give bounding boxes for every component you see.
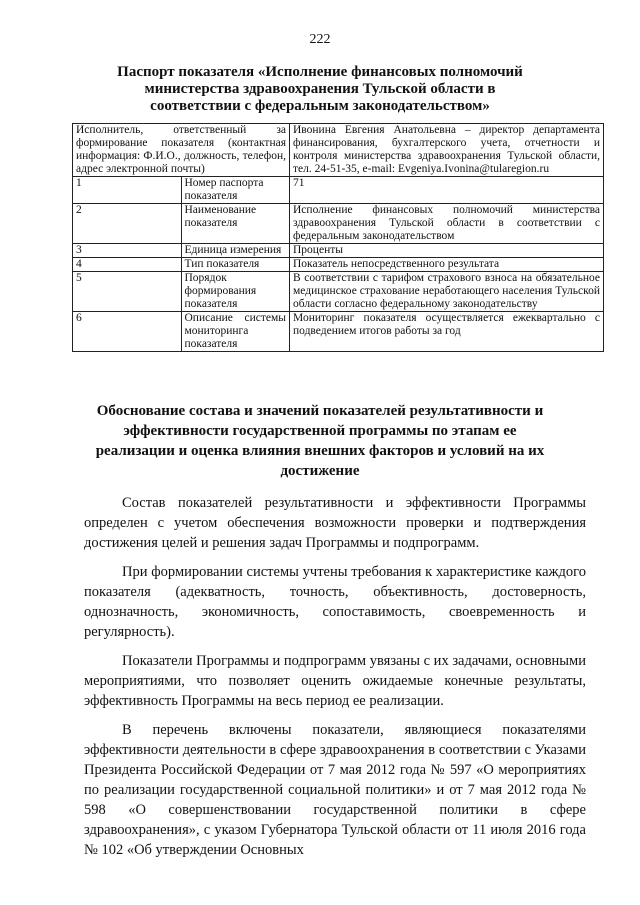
body-text xyxy=(84,493,586,869)
executor-row xyxy=(73,124,604,177)
row-value: Показатель непосредственного результата xyxy=(290,258,604,272)
row-value: 71 xyxy=(290,177,604,204)
row-label: Единица измерения xyxy=(181,244,290,258)
executor-label: Исполнитель, ответственный за формирование показателя (контактная информация: Ф.И.О., должность, телефон, адрес электронной почты) xyxy=(73,124,290,177)
row-number: 3 xyxy=(73,244,182,258)
passport-title: Паспорт показателя «Исполнение финансовых полномочий министерства здравоохранения Тульской области в соответствии с федеральным законодательством» xyxy=(117,64,523,114)
paragraph: При формировании системы учтены требования к характеристике каждого показателя (адекватность, точность, объективность, достоверность, однозначность, экономичность, сопоставимость, своевременность и регулярность). xyxy=(84,564,586,640)
paragraph: В перечень включены показатели, являющиеся показателями эффективности деятельности в сфере здравоохранения в соответствии с Указами Президента Российской Федерации от 7 мая 2012 года № 597 «О мероприятиях по реализации государственной социальной политики» и от 7 мая 2012 года № 598 «О совершенствовании государственной политики в сфере здравоохранения», с указом Губернатора Тульской области от 11 июля 2016 года № 102 «Об утверждении Основных xyxy=(84,722,586,858)
row-number: 2 xyxy=(73,204,182,244)
executor-value: Ивонина Евгения Анатольевна – директор департамента финансирования, бухгалтерского учета, отчетности и контроля министерства здравоохранения Тульской области, тел. 24-51-35, e-mail: Evgeniya.Ivonina@tularegion.ru xyxy=(290,124,604,177)
table-row xyxy=(73,312,604,352)
row-value: Исполнение финансовых полномочий министерства здравоохранения Тульской области в соответствии с федеральным законодательством xyxy=(290,204,604,244)
row-number: 1 xyxy=(73,177,182,204)
row-label: Тип показателя xyxy=(181,258,290,272)
row-label: Описание системы мониторинга показателя xyxy=(181,312,290,352)
row-number: 4 xyxy=(73,258,182,272)
table-row xyxy=(73,204,604,244)
row-label: Номер паспорта показателя xyxy=(181,177,290,204)
table-row xyxy=(73,258,604,272)
table-row xyxy=(73,244,604,258)
row-number: 6 xyxy=(73,312,182,352)
row-label: Наименование показателя xyxy=(181,204,290,244)
paragraph: Состав показателей результативности и эффективности Программы определен с учетом обеспечения возможности проверки и подтверждения достижения целей и решения задач Программы и подпрограмм. xyxy=(84,495,586,551)
row-number: 5 xyxy=(73,272,182,312)
page-number: 222 xyxy=(309,32,331,47)
table-row xyxy=(73,272,604,312)
section-title: Обоснование состава и значений показателей результативности и эффективности государственной программы по этапам ее реализации и оценка влияния внешних факторов и условий на их достижение xyxy=(95,403,545,479)
table-row xyxy=(73,177,604,204)
passport-table xyxy=(72,123,604,352)
row-value: Мониторинг показателя осуществляется ежеквартально с подведением итогов работы за год xyxy=(290,312,604,352)
row-value: В соответствии с тарифом страхового взноса на обязательное медицинское страхование неработающего населения Тульской области согласно федеральному законодательству xyxy=(290,272,604,312)
paragraph: Показатели Программы и подпрограмм увязаны с их задачами, основными мероприятиями, что позволяет оценить ожидаемые конечные результаты, эффективность Программы на весь период ее реализации. xyxy=(84,653,586,709)
row-value: Проценты xyxy=(290,244,604,258)
row-label: Порядок формирования показателя xyxy=(181,272,290,312)
